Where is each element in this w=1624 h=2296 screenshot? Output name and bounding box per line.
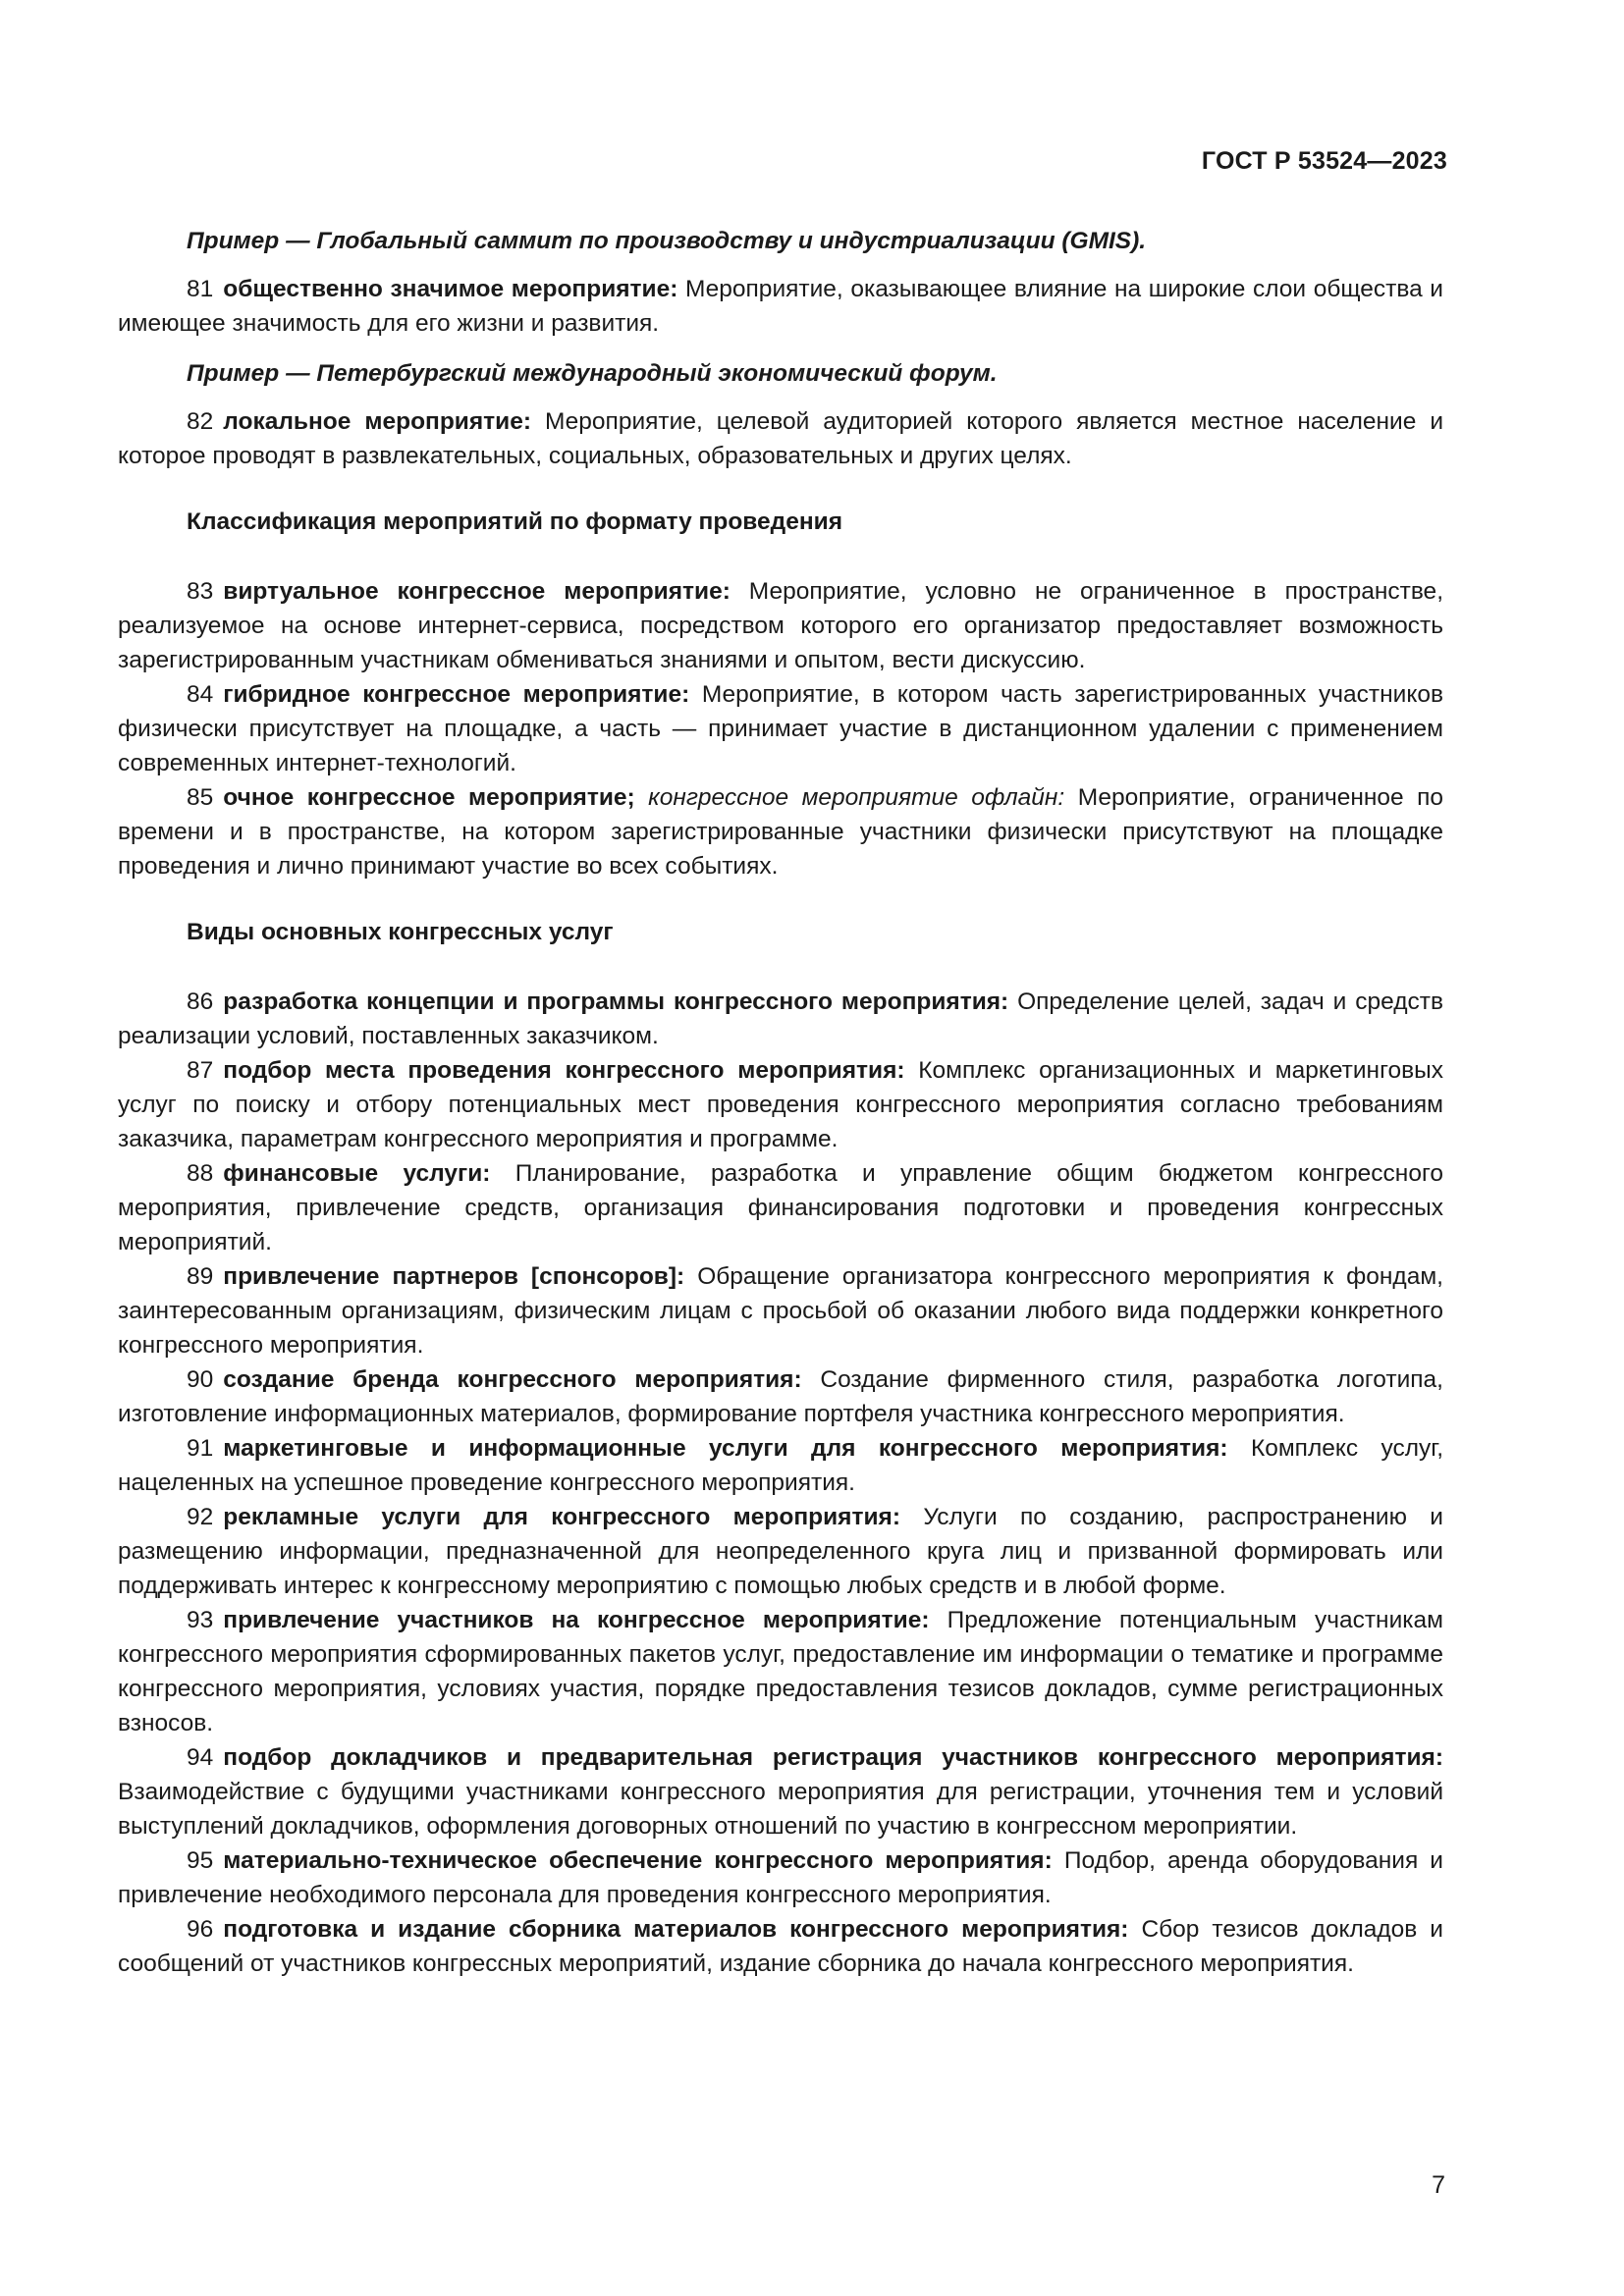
- term-entry: [118, 1053, 1443, 1156]
- term-number: 91: [187, 1435, 214, 1462]
- term-title: финансовые услуги:: [223, 1160, 491, 1187]
- term-title: локальное мероприятие:: [223, 408, 532, 435]
- term-title: подбор места проведения конгрессного мероприятия:: [223, 1057, 905, 1084]
- term-number: 81: [187, 276, 214, 302]
- term-number: 95: [187, 1847, 214, 1874]
- term-entry: [118, 1603, 1443, 1740]
- term-definition: Создание фирменного стиля, разработка логотипа, изготовление информационных материалов, формирование портфеля участника конгрессного мероприятия.: [118, 1366, 1443, 1427]
- term-definition: Мероприятие, целевой аудиторией которого является местное население и которое проводят в развлекательных, социальных, образовательных и других целях.: [118, 408, 1444, 469]
- term-number: 83: [187, 578, 214, 605]
- term-entry: [118, 985, 1443, 1053]
- term-number: 88: [187, 1160, 214, 1187]
- term-title: материально-техническое обеспечение конгрессного мероприятия:: [223, 1847, 1053, 1874]
- term-definition: Услуги по созданию, распространению и размещению информации, предназначенной для неопределенного круга лиц и призванной формировать или поддерживать интерес к конгрессному мероприятию с помощью любых средств и в любой форме.: [118, 1504, 1443, 1599]
- page-number: 7: [1432, 2171, 1445, 2199]
- example-note: Пример — Петербургский международный экономический форум.: [187, 360, 998, 387]
- term-title: общественно значимое мероприятие:: [223, 276, 678, 302]
- term-definition: Взаимодействие с будущими участниками конгрессного мероприятия для регистрации, уточнения тем и условий выступлений докладчиков, оформления договорных отношений по участию в конгрессном мероприятии.: [118, 1779, 1443, 1840]
- term-title: привлечение партнеров [спонсоров]:: [223, 1263, 685, 1290]
- term-number: 86: [187, 988, 214, 1015]
- term-entry: [118, 404, 1443, 473]
- section-heading: Классификация мероприятий по формату проведения: [187, 508, 842, 535]
- section-heading: Виды основных конгрессных услуг: [187, 919, 614, 945]
- term-synonym: конгрессное мероприятие офлайн:: [648, 784, 1065, 811]
- document-header: ГОСТ Р 53524—2023: [1201, 147, 1447, 175]
- term-title: виртуальное конгрессное мероприятие:: [223, 578, 731, 605]
- term-entry: [118, 1843, 1443, 1912]
- term-entry: [118, 574, 1443, 677]
- term-definition: Планирование, разработка и управление общим бюджетом конгрессного мероприятия, привлечение средств, организация финансирования подготовки и проведения конгрессных мероприятий.: [118, 1160, 1443, 1255]
- term-definition: Комплекс организационных и маркетинговых услуг по поиску и отбору потенциальных мест проведения конгрессного мероприятия согласно требованиям заказчика, параметрам конгрессного мероприятия и программе.: [118, 1057, 1443, 1152]
- term-number: 90: [187, 1366, 214, 1393]
- term-entry: [118, 1362, 1443, 1431]
- term-definition: Определение целей, задач и средств реализации условий, поставленных заказчиком.: [118, 988, 1443, 1049]
- term-definition: Мероприятие, в котором часть зарегистрированных участников физически присутствует на площадке, а часть — принимает участие в дистанционном удалении с применением современных интернет-технологий.: [118, 681, 1443, 776]
- term-definition: Мероприятие, оказывающее влияние на широкие слои общества и имеющее значимость для его жизни и развития.: [118, 276, 1443, 337]
- term-number: 87: [187, 1057, 214, 1084]
- term-title: подбор докладчиков и предварительная регистрация участников конгрессного мероприятия:: [223, 1744, 1443, 1771]
- term-entry: [118, 1740, 1443, 1843]
- term-entry: [118, 1431, 1443, 1500]
- document-body: [118, 224, 1443, 1981]
- term-number: 96: [187, 1916, 214, 1943]
- term-definition: Мероприятие, ограниченное по времени и в пространстве, на котором зарегистрированные участники физически присутствуют на площадке проведения и лично принимают участие во всех событиях.: [118, 784, 1444, 880]
- term-title: разработка концепции и программы конгрессного мероприятия:: [223, 988, 1009, 1015]
- term-number: 89: [187, 1263, 214, 1290]
- term-entry: [118, 272, 1443, 341]
- term-number: 92: [187, 1504, 214, 1530]
- term-title: гибридное конгрессное мероприятие:: [223, 681, 690, 708]
- term-title: рекламные услуги для конгрессного мероприятия:: [223, 1504, 900, 1530]
- term-title: маркетинговые и информационные услуги для конгрессного мероприятия:: [223, 1435, 1228, 1462]
- example-note: Пример — Глобальный саммит по производству и индустриализации (GMIS).: [187, 228, 1147, 254]
- term-number: 94: [187, 1744, 214, 1771]
- term-entry: [118, 1500, 1443, 1603]
- term-definition: Мероприятие, условно не ограниченное в пространстве, реализуемое на основе интернет-сервиса, посредством которого его организатор предоставляет возможность зарегистрированным участникам обмениваться знаниями и опытом, вести дискуссию.: [118, 578, 1443, 673]
- term-title: создание бренда конгрессного мероприятия:: [223, 1366, 802, 1393]
- term-title: привлечение участников на конгрессное мероприятие:: [223, 1607, 930, 1633]
- term-number: 82: [187, 408, 214, 435]
- term-entry: [118, 780, 1443, 883]
- term-entry: [118, 1912, 1443, 1981]
- term-definition: Подбор, аренда оборудования и привлечение необходимого персонала для проведения конгрессного мероприятия.: [118, 1847, 1443, 1908]
- term-definition: Сбор тезисов докладов и сообщений от участников конгрессных мероприятий, издание сборника до начала конгрессного мероприятия.: [118, 1916, 1443, 1977]
- term-number: 85: [187, 784, 214, 811]
- term-definition: Предложение потенциальным участникам конгрессного мероприятия сформированных пакетов услуг, предоставление им информации о тематике и программе конгрессного мероприятия, условиях участия, порядке предоставления тезисов докладов, сумме регистрационных взносов.: [118, 1607, 1444, 1736]
- term-number: 93: [187, 1607, 214, 1633]
- term-definition: Комплекс услуг, нацеленных на успешное проведение конгрессного мероприятия.: [118, 1435, 1443, 1496]
- term-entry: [118, 1259, 1443, 1362]
- term-definition: Обращение организатора конгрессного мероприятия к фондам, заинтересованным организациям, физическим лицам с просьбой об оказании любого вида поддержки конкретного конгрессного мероприятия.: [118, 1263, 1443, 1359]
- term-title: подготовка и издание сборника материалов конгрессного мероприятия:: [223, 1916, 1129, 1943]
- term-number: 84: [187, 681, 214, 708]
- term-entry: [118, 1156, 1443, 1259]
- term-title: очное конгрессное мероприятие;: [223, 784, 635, 811]
- term-entry: [118, 677, 1443, 780]
